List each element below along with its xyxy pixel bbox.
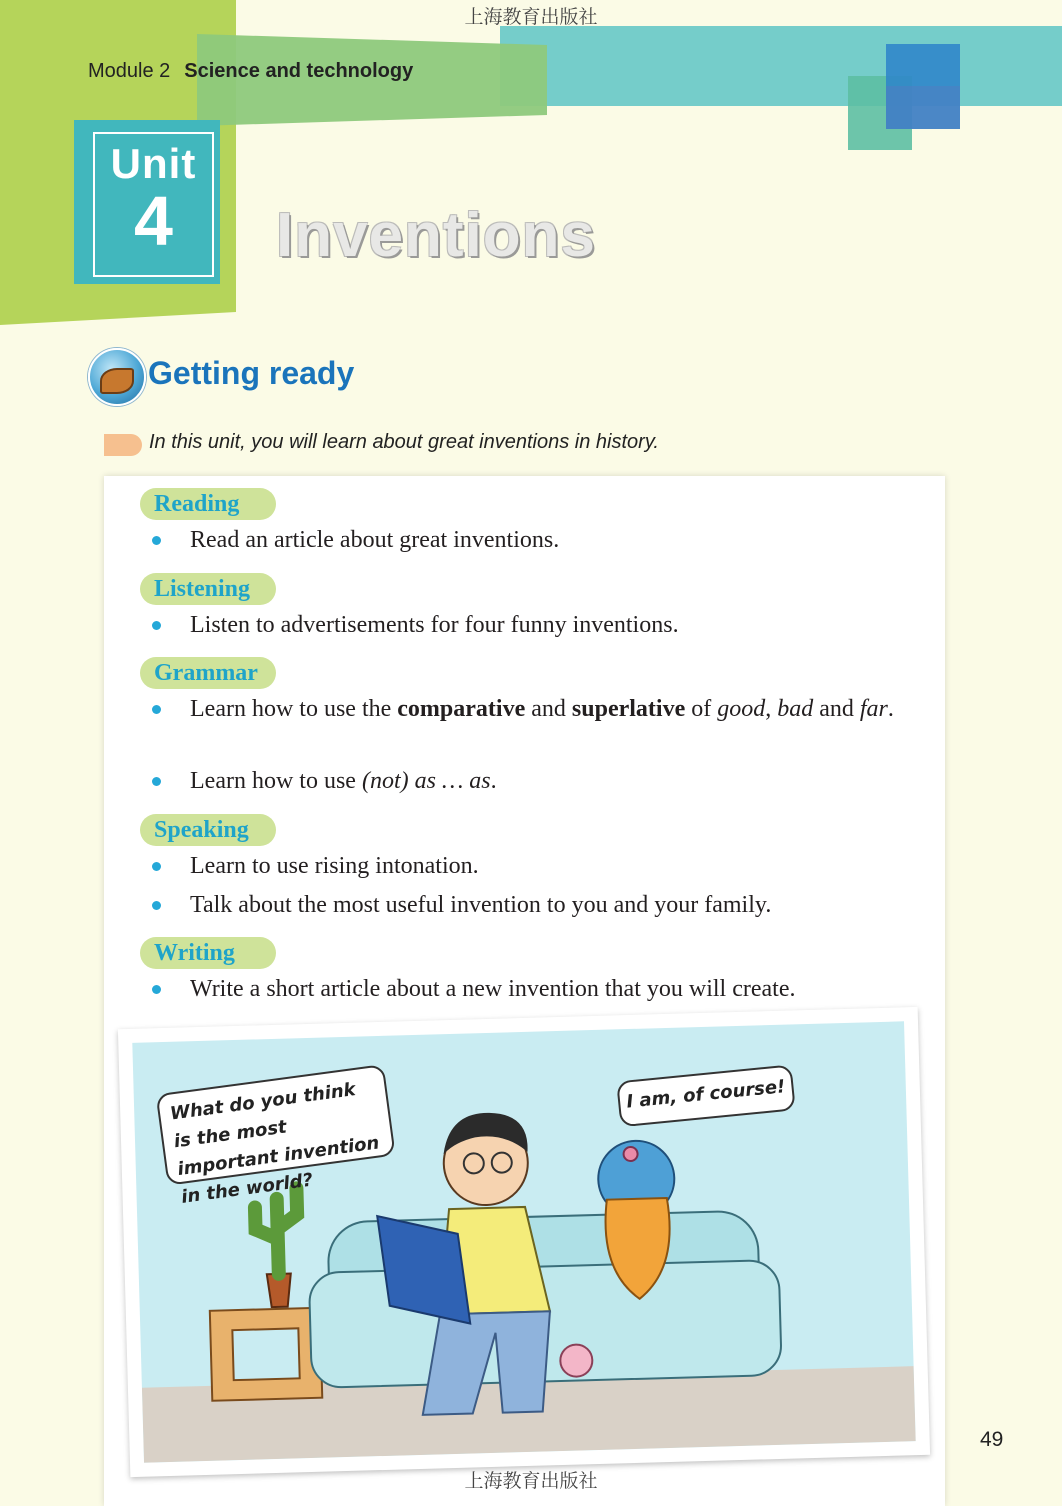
getting-ready-heading: Getting ready	[148, 355, 355, 391]
writing-item: Write a short article about a new invention that you will create.	[190, 976, 796, 1002]
bullet	[152, 862, 161, 871]
gramophone-icon	[88, 348, 146, 406]
intro-marker	[104, 434, 142, 456]
tag-reading: Reading	[140, 488, 276, 520]
intro-text: In this unit, you will learn about great inventions in history.	[149, 431, 659, 453]
unit-word: Unit	[110, 140, 197, 187]
module-topic: Science and technology	[184, 60, 414, 82]
reading-item: Read an article about great inventions.	[190, 527, 560, 553]
module-label: Module 2	[88, 60, 171, 82]
unit-title: Inventions	[276, 201, 597, 270]
robot-wheel	[560, 1344, 593, 1377]
bullet	[152, 985, 161, 994]
header-teal-band	[500, 26, 1062, 106]
unit-badge	[74, 120, 220, 284]
robot-propeller	[623, 1147, 637, 1161]
speaking-item-1: Learn to use rising intonation.	[190, 853, 479, 879]
header-square-blue-overlap	[886, 86, 960, 129]
listening-item: Listen to advertisements for four funny inventions.	[190, 612, 679, 638]
tag-writing: Writing	[140, 937, 276, 969]
bullet	[152, 621, 161, 630]
cartoon-illustration	[132, 1021, 915, 1462]
grammar-item-1: Learn how to use the comparative and superlative of good, bad and far.	[190, 696, 894, 722]
module-line	[88, 60, 413, 83]
tag-grammar: Grammar	[140, 657, 276, 689]
boy-jeans	[420, 1311, 553, 1415]
unit-number: 4	[134, 182, 173, 260]
bullet	[152, 901, 161, 910]
bullet	[152, 705, 161, 714]
speaking-item-2: Talk about the most useful invention to you and your family.	[190, 892, 772, 918]
grammar-item-2: Learn how to use (not) as … as.	[190, 768, 497, 794]
publisher-footer: 上海教育出版社	[464, 1470, 598, 1492]
bullet	[152, 536, 161, 545]
bullet	[152, 777, 161, 786]
illustration-frame	[118, 1007, 930, 1477]
tag-listening: Listening	[140, 573, 276, 605]
speech-bubble-robot: I am, of course!	[616, 1064, 796, 1127]
publisher-header: 上海教育出版社	[464, 6, 598, 28]
tag-speaking: Speaking	[140, 814, 276, 846]
speech-bubble-boy: What do you think is the most important invention in the world?	[156, 1064, 396, 1186]
page-number: 49	[980, 1428, 1004, 1451]
unit-badge-frame	[93, 132, 214, 277]
